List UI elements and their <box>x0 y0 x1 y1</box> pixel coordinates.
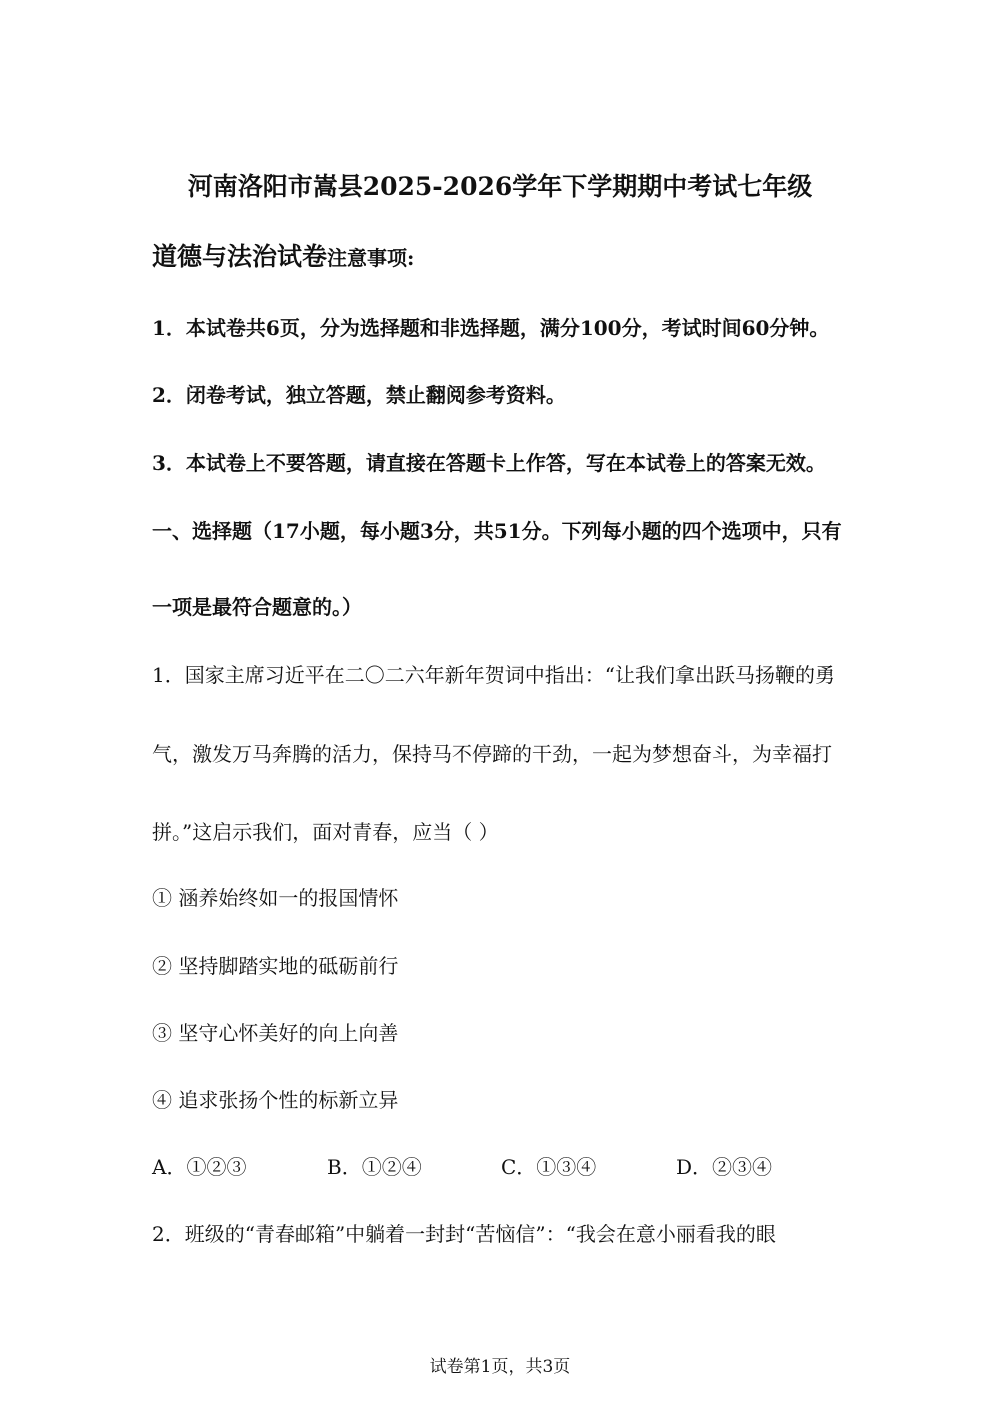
choice-a[interactable]: A．①②③ <box>152 1155 247 1179</box>
exam-title-line-1: 河南洛阳市嵩县2025-2026学年下学期期中考试七年级 <box>187 172 813 201</box>
notice-item-2: 2．闭卷考试，独立答题，禁止翻阅参考资料。 <box>152 383 566 407</box>
choice-c[interactable]: C．①③④ <box>501 1155 597 1179</box>
question-1-statement-2: ② 坚持脚踏实地的砥砺前行 <box>152 954 399 978</box>
question-1-statement-1: ① 涵养始终如一的报国情怀 <box>152 886 399 910</box>
section-heading-line-1: 一、选择题（17小题，每小题3分，共51分。下列每小题的四个选项中，只有 <box>152 519 842 543</box>
page-footer: 试卷第1页，共3页 <box>429 1357 571 1377</box>
question-1-stem-line-2: 气，激发万马奔腾的活力，保持马不停蹄的干劲，一起为梦想奋斗，为幸福打 <box>152 742 832 766</box>
question-1-stem-line-3: 拼。”这启示我们，面对青春，应当（ ） <box>152 820 499 844</box>
exam-title-line-2 <box>152 240 414 275</box>
section-heading-line-2: 一项是最符合题意的。） <box>152 595 362 619</box>
notice-item-3: 3．本试卷上不要答题，请直接在答题卡上作答，写在本试卷上的答案无效。 <box>152 451 826 475</box>
question-1-choices <box>152 1153 852 1181</box>
exam-subject-title: 道德与法治试卷 <box>152 242 328 271</box>
choice-b[interactable]: B．①②④ <box>327 1155 422 1179</box>
question-1-statement-4: ④ 追求张扬个性的标新立异 <box>152 1088 399 1112</box>
question-1-statement-3: ③ 坚守心怀美好的向上向善 <box>152 1021 399 1045</box>
notice-item-1: 1．本试卷共6页，分为选择题和非选择题，满分100分，考试时间60分钟。 <box>152 316 830 340</box>
question-1-stem-line-1: 1．国家主席习近平在二〇二六年新年贺词中指出：“让我们拿出跃马扬鞭的勇 <box>152 663 835 687</box>
question-2-stem-line-1: 2．班级的“青春邮箱”中躺着一封封“苦恼信”：“我会在意小丽看我的眼 <box>152 1222 776 1246</box>
choice-d[interactable]: D．②③④ <box>676 1155 773 1179</box>
notice-heading: 注意事项: <box>327 246 415 270</box>
